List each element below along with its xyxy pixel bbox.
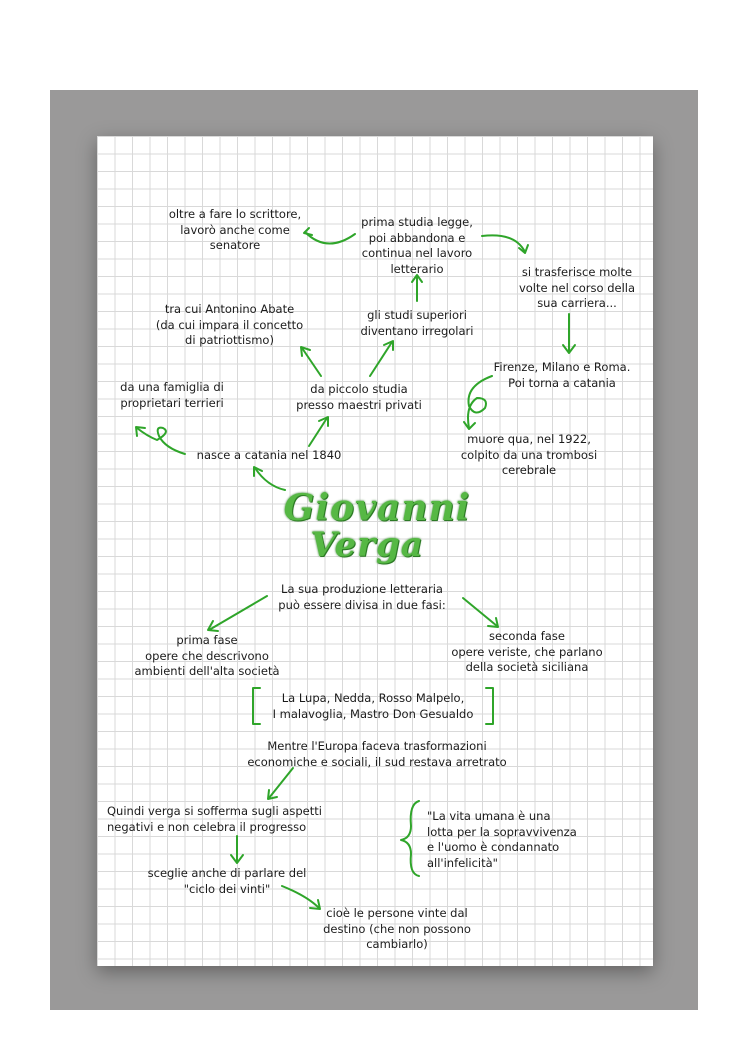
- note-europa: Mentre l'Europa faceva trasformazioni economiche e sociali, il sud restava arretrato: [247, 739, 507, 769]
- page-title: Giovanni: [283, 487, 471, 529]
- note-firenze-milano-roma: Firenze, Milano e Roma. Poi torna a catania: [493, 360, 631, 390]
- note-antonino-abate: tra cui Antonino Abate (da cui impara il concetto di patriottismo): [155, 302, 304, 347]
- note-quindi: Quindi verga si sofferma sugli aspetti negativi e non celebra il progresso: [107, 804, 322, 834]
- arrow-to-studi: [370, 342, 392, 376]
- note-piccolo-studia: da piccolo studia presso maestri privati: [296, 382, 422, 412]
- note-muore: muore qua, nel 1922, colpito da una trombosi cerebrale: [460, 432, 598, 477]
- grid-paper-sheet: [97, 136, 653, 966]
- arrow-to-famiglia: [137, 428, 185, 454]
- note-prima-fase: prima fase opere che descrivono ambienti dell'alta società: [134, 633, 280, 678]
- note-si-trasferisce: si trasferisce molte volte nel corso della sua carriera...: [518, 265, 636, 310]
- note-cioe: cioè le persone vinte dal destino (che non possono cambiarlo): [323, 906, 471, 951]
- arrow-to-piccolo: [309, 418, 327, 446]
- curly-brace: [401, 801, 419, 876]
- note-prima-studia-legge: prima studia legge, poi abbandona e continua nel lavoro letterario: [361, 215, 473, 276]
- arrow-to-nasce: [255, 468, 285, 490]
- note-sceglie: sceglie anche di parlare del "ciclo dei vinti": [147, 866, 307, 896]
- note-seconda-fase: seconda fase opere veriste, che parlano della società siciliana: [451, 629, 603, 674]
- note-studi-superiori: gli studi superiori diventano irregolari: [360, 308, 474, 338]
- note-produzione: La sua produzione letteraria può essere divisa in due fasi:: [278, 582, 446, 612]
- note-oltre-scrittore: oltre a fare lo scrittore, lavorò anche come senatore: [168, 207, 302, 252]
- note-famiglia: da una famiglia di proprietari terrieri: [120, 380, 224, 410]
- arrow-to-quindi: [269, 768, 293, 798]
- note-opere: La Lupa, Nedda, Rosso Malpelo, I malavoglia, Mastro Don Gesualdo: [272, 691, 474, 721]
- page-title-line2: Verga: [310, 525, 424, 565]
- arrow-to-abate: [302, 348, 321, 376]
- note-nasce: nasce a catania nel 1840: [196, 448, 342, 462]
- note-citazione: "La vita umana è una lotta per la sopravvivenza e l'uomo è condannato all'infelicità": [427, 809, 577, 870]
